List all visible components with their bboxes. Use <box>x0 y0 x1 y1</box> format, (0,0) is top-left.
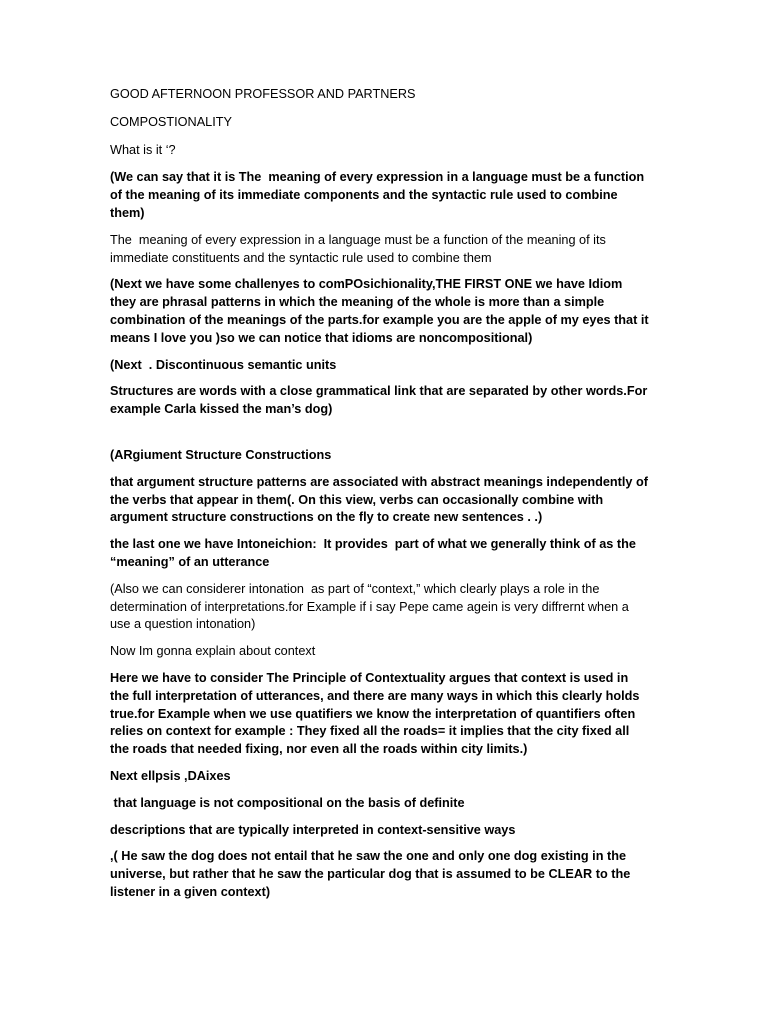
intonation-paragraph: the last one we have Intoneichion: It provides part of what we generally think of as the “meaning” of an utterance <box>110 537 640 569</box>
argument-structure-heading: (ARgiument Structure Constructions <box>110 447 332 462</box>
document-body <box>110 86 653 902</box>
descriptions-line: descriptions that are typically interpreted in context-sensitive ways <box>110 822 516 837</box>
question-line: What is it ‘? <box>110 142 176 157</box>
definite-line: that language is not compositional on the basis of definite <box>110 795 465 810</box>
contextuality-paragraph: Here we have to consider The Principle of Contextuality argues that context is used in the full interpretation of utterances, and there are many ways in which this clearly holds true.for Example when we use quatifiers we know the interpretation of quantifiers often relies on context for example : They fixed all the roads= it implies that the city fixed all the roads that needed fixing, nor even all the roads within city limits.) <box>110 670 644 757</box>
greeting-line: GOOD AFTERNOON PROFESSOR AND PARTNERS <box>110 87 416 101</box>
ellipsis-heading: Next ellpsis ,DAixes <box>110 768 231 783</box>
topic-title: COMPOSTIONALITY <box>110 114 232 129</box>
discontinuous-heading: (Next . Discontinuous semantic units <box>110 357 337 372</box>
definition-paragraph: The meaning of every expression in a language must be a function of the meaning of its immediate constituents and the syntactic rule used to combine them <box>110 232 610 265</box>
definition-paragraph-bold: (We can say that it is The meaning of every expression in a language must be a function of the meaning of its immediate components and the syntactic rule used to combine them) <box>110 170 648 220</box>
dog-example-paragraph: ,( He saw the dog does not entail that he saw the one and only one dog existing in the universe, but rather that he saw the particular dog that is assumed to be CLEAR to the listener in a given context) <box>110 849 634 899</box>
context-intro-line: Now Im gonna explain about context <box>110 644 316 659</box>
argument-structure-paragraph: that argument structure patterns are associated with abstract meanings independently of the verbs that appear in them(. On this view, verbs can occasionally combine with argument structure constructions on the fly to create new sentences . .) <box>110 474 652 525</box>
idiom-paragraph: (Next we have some challenyes to comPOsichionality,THE FIRST ONE we have Idiom they are phrasal patterns in which the meaning of the whole is more than a simple combination of the meanings of the parts.for example you are the apple of my eyes that it means I love you )so we can notice that idioms are noncompositional) <box>110 277 653 345</box>
intonation-context-paragraph: (Also we can considerer intonation as part of “context,” which clearly plays a role in the determination of interpretations.for Example if i say Pepe came agein is very diffrernt when a use a question intonation) <box>110 581 633 632</box>
discontinuous-paragraph: Structures are words with a close grammatical link that are separated by other words.For example Carla kissed the man’s dog) <box>110 384 651 417</box>
